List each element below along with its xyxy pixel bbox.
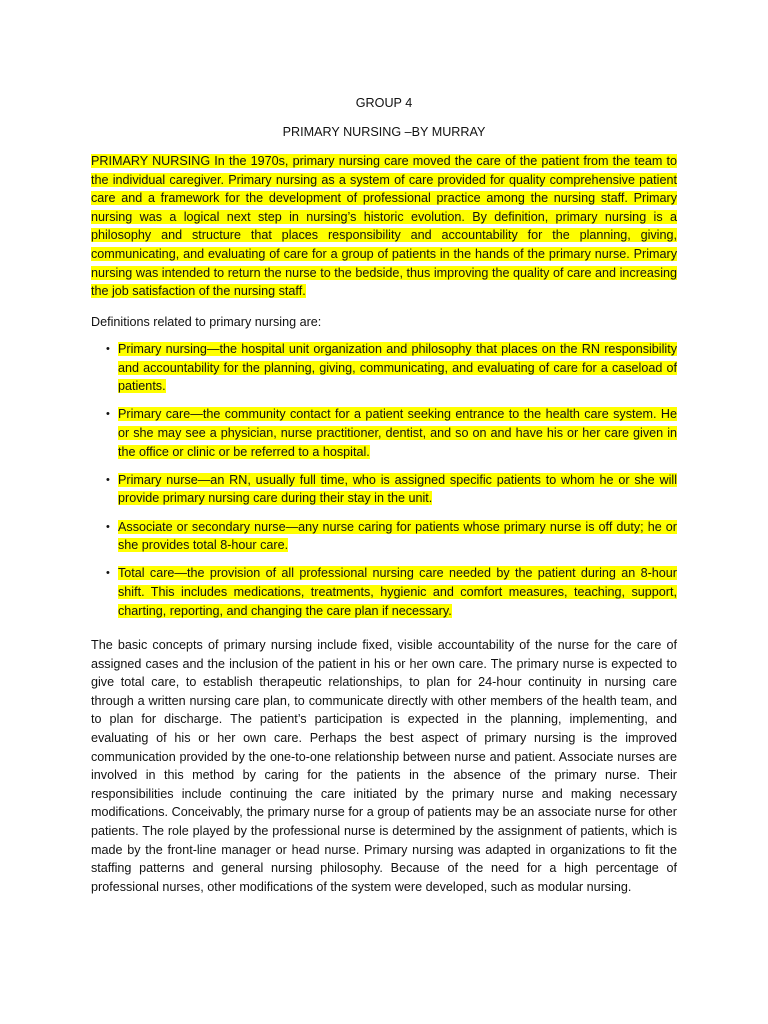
bullet-icon: • <box>106 343 110 355</box>
definition-item <box>91 405 677 461</box>
bullet-icon: • <box>106 408 110 421</box>
intro-highlighted-text: PRIMARY NURSING In the 1970s, primary nursing care moved the care of the patient from the team to the individual caregiver. Primary nursing as a system of care provided for quality comprehensive patient care and a framework for the development of professional practice among the nursing staff. Primary nursing was a logical next step in nursing’s historic evolution. By definition, primary nursing is a philosophy and structure that places responsibility and accountability for the planning, giving, communicating, and evaluating of care for a group of patients in the hands of the primary nurse. Primary nursing was intended to return the nurse to the bedside, thus improving the quality of care and increasing the job satisfaction of the nursing staff. <box>91 154 677 299</box>
bullet-icon: • <box>106 473 110 486</box>
definition-item <box>91 518 677 555</box>
definition-text: Associate or secondary nurse—any nurse caring for patients whose primary nurse is off duty; he or she provides total 8-hour care. <box>118 519 677 553</box>
bullet-icon: • <box>106 520 110 533</box>
body-paragraph: The basic concepts of primary nursing include fixed, visible accountability of the nurse for the care of assigned cases and the inclusion of the patient in his or her own care. The primary nurse is expected to give total care, to establish therapeutic relationships, to plan for 24-hour continuity in nursing care through a written nursing care plan, to communicate directly with other members of the health team, and to plan for discharge. The patient’s participation is expected in the planning, implementing, and evaluating of his or her own care. Perhaps the best aspect of primary nursing is the improved communication provided by the one-to-one relationship between nurse and patient. Associate nurses are involved in this method by caring for the patients in the absence of the primary nurse. Their responsibilities include continuing the care initiated by the primary nurse and making necessary modifications. Conceivably, the primary nurse for a group of patients may be an associate nurse for other patients. The role played by the professional nurse is determined by the assignment of patients, which is made by the front-line manager or head nurse. Primary nursing was adapted in organizations to fit the staffing patterns and general nursing philosophy. Because of the need for a high percentage of professional nurses, other modifications of the system were developed, such as modular nursing. <box>91 638 677 894</box>
definition-text: Total care—the provision of all professional nursing care needed by the patient during an 8-hour shift. This includes medications, treatments, hygienic and comfort measures, teaching, support, charting, reporting, and changing the care plan if necessary. <box>118 566 677 618</box>
group-heading: GROUP 4 <box>355 96 413 110</box>
definitions-list <box>91 340 677 630</box>
document-title: PRIMARY NURSING –BY MURRAY <box>282 125 486 139</box>
definition-item <box>91 340 677 396</box>
intro-paragraph <box>91 152 677 301</box>
definition-text: Primary nursing—the hospital unit organization and philosophy that places on the RN responsibility and accountability for the planning, giving, communicating, and evaluating of care for a caseload of patients. <box>118 342 677 394</box>
definitions-lead-text: Definitions related to primary nursing are: <box>91 315 322 329</box>
definition-item <box>91 471 677 508</box>
bullet-icon: • <box>106 567 110 580</box>
definition-text: Primary care—the community contact for a patient seeking entrance to the health care system. He or she may see a physician, nurse practitioner, dentist, and so on and have his or her care given in the office or clinic or be referred to a hospital. <box>118 407 677 459</box>
definition-item <box>91 564 677 620</box>
definition-text: Primary nurse—an RN, usually full time, who is assigned specific patients to whom he or she will provide primary nursing care during their stay in the unit. <box>118 472 677 506</box>
